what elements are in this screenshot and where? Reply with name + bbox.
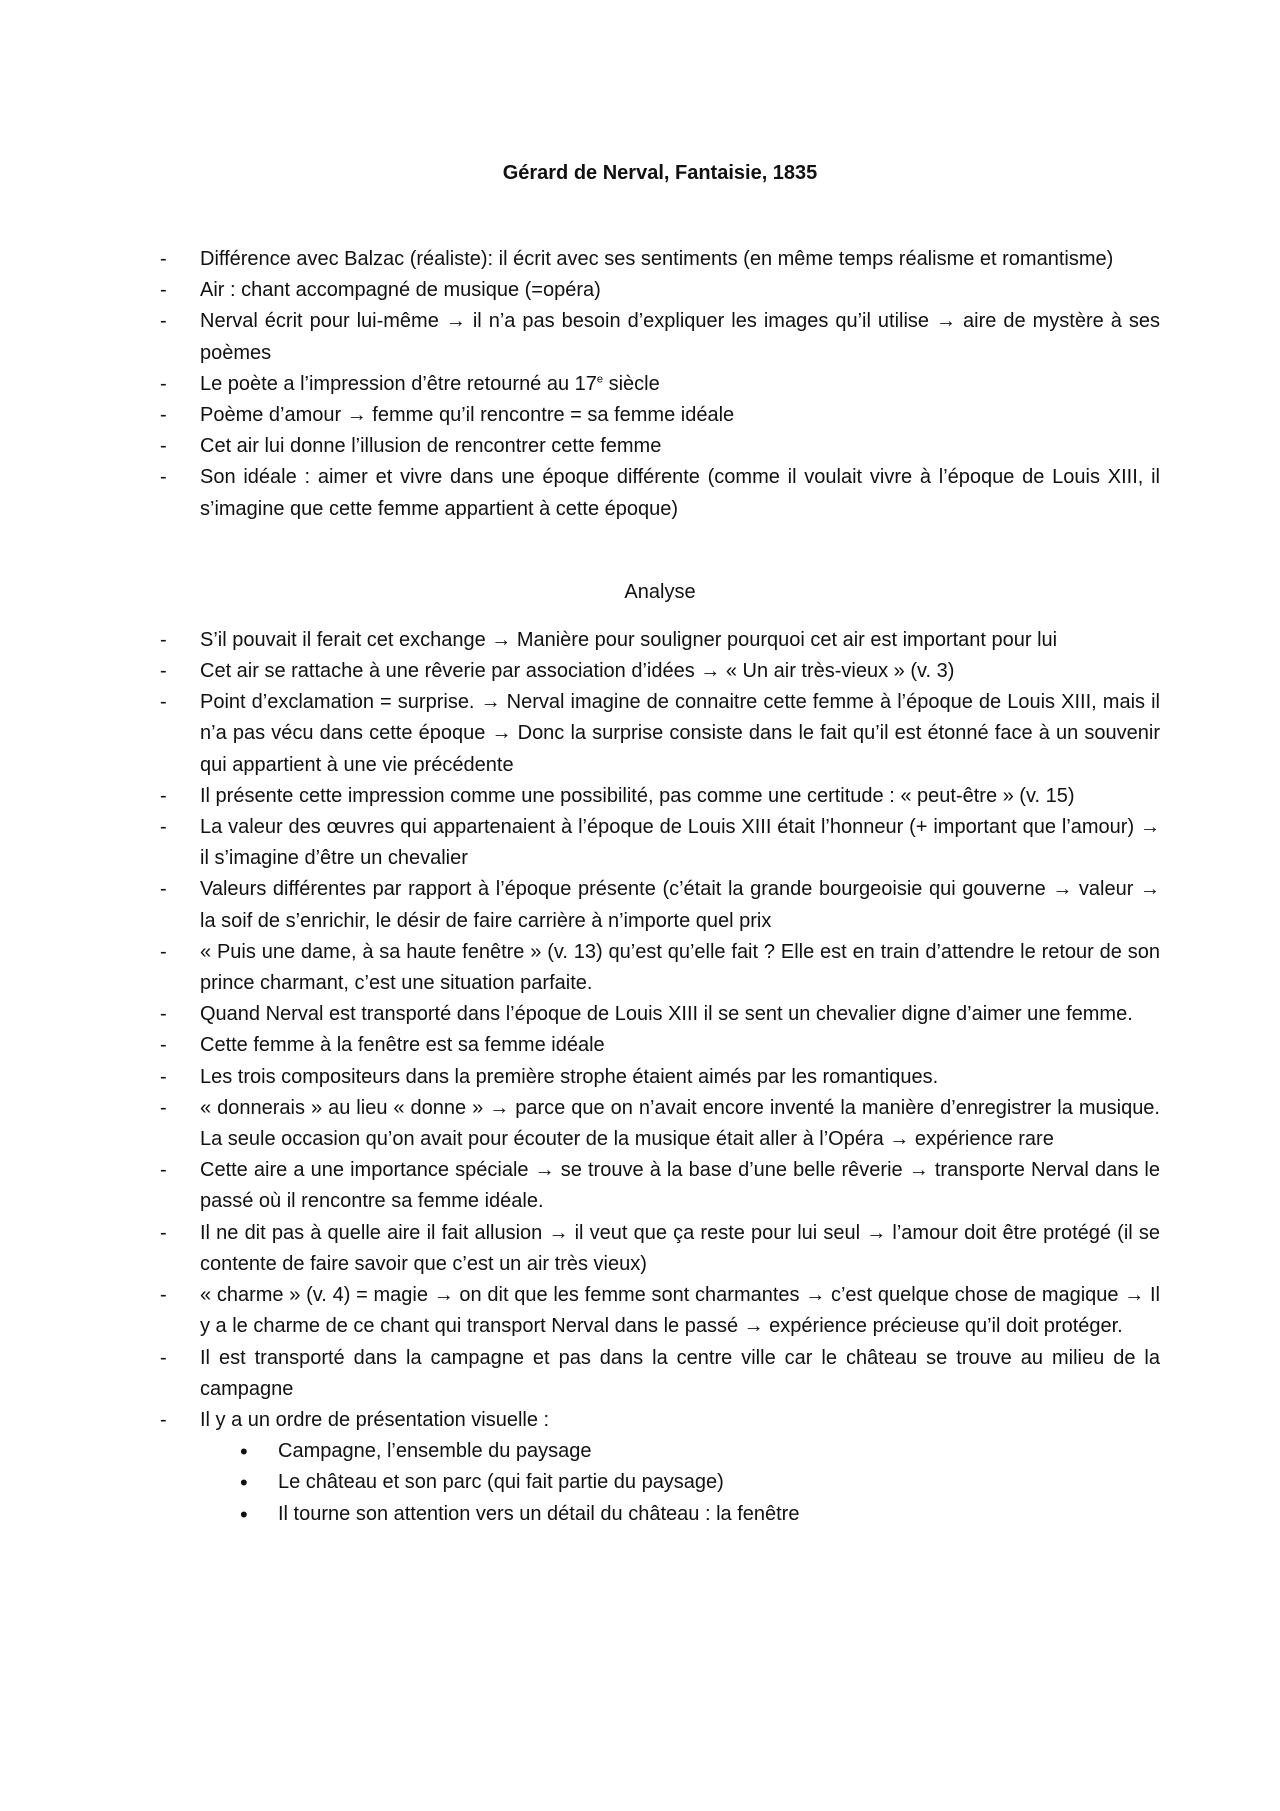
list-item: - Il est transporté dans la campagne et pas dans la centre ville car le château se trouve au milieu de la campagne (160, 1343, 1160, 1405)
list-item: - Les trois compositeurs dans la première strophe étaient aimés par les romantiques. (160, 1062, 1160, 1093)
document-title: Gérard de Nerval, Fantaisie, 1835 (502, 162, 818, 184)
list-item: - Point d’exclamation = surprise. → Nerval imagine de connaitre cette femme à l’époque de Louis XIII, mais il n’a pas vécu dans cette époque → Donc la surprise consiste dans le fait qu’il est étonné face à un souvenir qui appartient à une vie précédente (160, 687, 1160, 781)
list-item-text: Il y a un ordre de présentation visuelle : (200, 1408, 550, 1431)
list-item: - Son idéale : aimer et vivre dans une époque différente (comme il voulait vivre à l’époque de Louis XIII, il s’imagine que cette femme appartient à cette époque) (160, 462, 1160, 524)
bullet-item: • Il tourne son attention vers un détail du château : la fenêtre (240, 1499, 1160, 1530)
list-item: - Cette aire a une importance spéciale → se trouve à la base d’une belle rêverie → transporte Nerval dans le passé où il rencontre sa femme idéale. (160, 1155, 1160, 1217)
list-item: - « donnerais » au lieu « donne » → parce que on n’avait encore inventé la manière d’enregistrer la musique. La seule occasion qu’on avait pour écouter de la musique était aller à l’Opéra → expérience rare (160, 1093, 1160, 1155)
list-item: - Air : chant accompagné de musique (=opéra) (160, 275, 1160, 306)
analysis-list (160, 625, 1160, 1530)
list-item (160, 369, 1160, 400)
list-item: - « charme » (v. 4) = magie → on dit que les femme sont charmantes → c’est quelque chose de magique → Il y a le charme de ce chant qui transport Nerval dans le passé → expérience précieuse qu’il doit protéger. (160, 1280, 1160, 1342)
intro-list (160, 244, 1160, 525)
list-item: - Différence avec Balzac (réaliste): il écrit avec ses sentiments (en même temps réalisme et romantisme) (160, 244, 1160, 275)
list-item: - Poème d’amour → femme qu’il rencontre = sa femme idéale (160, 400, 1160, 431)
list-item: - Cet air lui donne l’illusion de rencontrer cette femme (160, 431, 1160, 462)
bullet-item: • Le château et son parc (qui fait partie du paysage) (240, 1467, 1160, 1498)
list-item: - S’il pouvait il ferait cet exchange → Manière pour souligner pourquoi cet air est important pour lui (160, 625, 1160, 656)
list-item: - La valeur des œuvres qui appartenaient à l’époque de Louis XIII était l’honneur (+ important que l’amour) → il s’imagine d’être un chevalier (160, 812, 1160, 874)
list-item: - Il présente cette impression comme une possibilité, pas comme une certitude : « peut-être » (v. 15) (160, 781, 1160, 812)
list-item (160, 1405, 1160, 1530)
list-item: - Cet air se rattache à une rêverie par association d’idées → « Un air très-vieux » (v. 3) (160, 656, 1160, 687)
list-item: - Valeurs différentes par rapport à l’époque présente (c’était la grande bourgeoisie qui gouverne → valeur → la soif de s’enrichir, le désir de faire carrière à n’importe quel prix (160, 874, 1160, 936)
list-item: - Il ne dit pas à quelle aire il fait allusion → il veut que ça reste pour lui seul → l’amour doit être protégé (il se contente de faire savoir que c’est un air très vieux) (160, 1218, 1160, 1280)
bullet-item: • Campagne, l’ensemble du paysage (240, 1436, 1160, 1467)
list-item: - Cette femme à la fenêtre est sa femme idéale (160, 1030, 1160, 1061)
analysis-heading: Analyse (624, 580, 696, 603)
list-item-text-17th-century: Le poète a l’impression d’être retourné au 17e siècle (200, 372, 660, 395)
list-item: - Quand Nerval est transporté dans l’époque de Louis XIII il se sent un chevalier digne d’aimer une femme. (160, 999, 1160, 1030)
visual-order-list (200, 1436, 1160, 1530)
list-item: - Nerval écrit pour lui-même → il n’a pas besoin d’expliquer les images qu’il utilise → aire de mystère à ses poèmes (160, 306, 1160, 368)
list-item: - « Puis une dame, à sa haute fenêtre » (v. 13) qu’est qu’elle fait ? Elle est en train d’attendre le retour de son prince charmant, c’est une situation parfaite. (160, 937, 1160, 999)
